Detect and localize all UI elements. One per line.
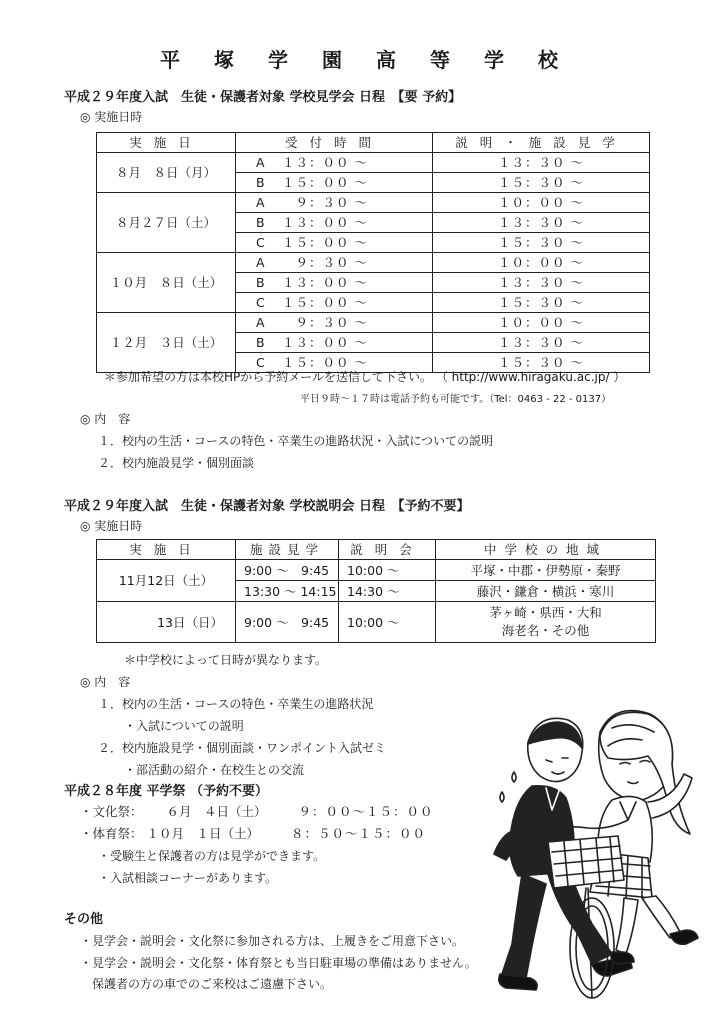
briefing-content-label: ◎ 内 容 — [80, 675, 131, 689]
festival-name: ・体育祭： — [80, 826, 143, 841]
date-cell: 11月12日（土） — [97, 560, 236, 602]
area-line: 茅ヶ崎・県西・大和 — [489, 605, 602, 620]
other-item: ・見学会・説明会・文化祭に参加される方は、上履きをご用意下さい。 — [80, 934, 465, 948]
other-item: ・見学会・説明会・文化祭・体育祭とも当日駐車場の準備はありません。 — [80, 956, 477, 970]
table-row — [97, 602, 656, 643]
slot-cell: C — [236, 353, 283, 373]
header-tour: 説明・施設見学 — [433, 133, 650, 153]
festival-item-sports — [80, 824, 426, 842]
tour-cell: １５：３０ ～ — [433, 353, 650, 373]
reception-cell: １５：００ ～ — [282, 233, 433, 253]
header-date: 実施日 — [97, 540, 236, 560]
visit-note-reservation: ＊参加希望の方は本校HPから予約メールを送信して下さい。 （ http://www.hiragaku.ac.jp/ ） — [104, 370, 626, 384]
festival-time: ９：００～１５：００ — [298, 804, 434, 819]
header-tour: 施設見学 — [236, 540, 339, 560]
briefing-heading: 平成２９年度入試 生徒・保護者対象 学校説明会 日程 【予約不要】 — [64, 499, 470, 514]
area-cell — [436, 602, 656, 643]
briefing-content-item: ・部活動の紹介・在校生との交流 — [124, 763, 305, 777]
slot-cell: A — [236, 193, 283, 213]
tour-cell: 13:30 ～ 14:15 — [236, 581, 339, 602]
header-reception: 受付時間 — [236, 133, 433, 153]
tour-cell: １５：３０ ～ — [433, 233, 650, 253]
header-area: 中学校の地域 — [436, 540, 656, 560]
tour-cell: １５：３０ ～ — [433, 293, 650, 313]
other-heading: その他 — [64, 912, 104, 927]
students-bicycle-illustration — [488, 702, 708, 1007]
reception-cell: １５：００ ～ — [282, 173, 433, 193]
briefing-cell: 14:30 ～ — [339, 581, 436, 602]
area-cell: 平塚・中郡・伊勢原・秦野 — [436, 560, 656, 581]
table-row — [97, 313, 650, 333]
slot-cell: A — [236, 153, 283, 173]
briefing-content-item: ２．校内施設見学・個別面談・ワンポイント入試ゼミ — [98, 741, 387, 755]
reception-cell: １３：００ ～ — [282, 153, 433, 173]
festival-date: １０月 １日（土） — [146, 826, 260, 841]
slot-cell: B — [236, 173, 283, 193]
reception-cell: ９：３０ ～ — [282, 193, 433, 213]
page-title: 平塚学園高等学校 — [160, 48, 592, 72]
area-cell: 藤沢・鎌倉・横浜・寒川 — [436, 581, 656, 602]
slot-cell: C — [236, 233, 283, 253]
date-cell: ８月 ８日（月） — [97, 153, 236, 193]
festival-time: ８：５０～１５：００ — [290, 826, 426, 841]
slot-cell: B — [236, 273, 283, 293]
table-row — [97, 560, 656, 581]
visit-content-item: １．校内の生活・コースの特色・卒業生の進路状況・入試についての説明 — [98, 434, 494, 448]
festival-heading: 平成２８年度 平学祭 （予約不要） — [64, 784, 269, 799]
header-date: 実施日 — [97, 133, 236, 153]
visit-dates-label: ◎ 実施日時 — [80, 110, 143, 124]
festival-date: ６月 ４日（土） — [166, 804, 267, 819]
festival-name: ・文化祭： — [80, 804, 143, 819]
table-row — [97, 253, 650, 273]
tour-cell: １０：００ ～ — [433, 253, 650, 273]
briefing-cell: 10:00 ～ — [339, 602, 436, 643]
tour-cell: １３：３０ ～ — [433, 333, 650, 353]
slot-cell: B — [236, 333, 283, 353]
tour-cell: １５：３０ ～ — [433, 173, 650, 193]
reception-cell: １５：００ ～ — [282, 353, 433, 373]
visit-schedule-table — [96, 132, 650, 373]
reception-cell: １３：００ ～ — [282, 213, 433, 233]
briefing-content-item: １．校内の生活・コースの特色・卒業生の進路状況 — [98, 697, 374, 711]
header-briefing: 説明会 — [339, 540, 436, 560]
area-line: 海老名・その他 — [501, 623, 590, 638]
briefing-dates-label: ◎ 実施日時 — [80, 519, 143, 533]
festival-note: ・受験生と保護者の方は見学ができます。 — [98, 849, 326, 863]
tour-cell: １０：００ ～ — [433, 193, 650, 213]
reception-cell: ９：３０ ～ — [282, 253, 433, 273]
reception-cell: １３：００ ～ — [282, 333, 433, 353]
festival-item-culture — [80, 802, 433, 820]
slot-cell: A — [236, 313, 283, 333]
reception-cell: １３：００ ～ — [282, 273, 433, 293]
festival-note: ・入試相談コーナーがあります。 — [98, 871, 278, 885]
visit-content-label: ◎ 内 容 — [80, 412, 131, 426]
tour-cell: 9:00 ～ 9:45 — [236, 602, 339, 643]
slot-cell: C — [236, 293, 283, 313]
slot-cell: A — [236, 253, 283, 273]
briefing-content-item: ・入試についての説明 — [124, 719, 244, 733]
date-cell: １０月 ８日（土） — [97, 253, 236, 313]
tour-cell: １３：３０ ～ — [433, 213, 650, 233]
reception-cell: １５：００ ～ — [282, 293, 433, 313]
date-cell: ８月２７日（土） — [97, 193, 236, 253]
visit-heading: 平成２９年度入試 生徒・保護者対象 学校見学会 日程 【要 予約】 — [64, 90, 462, 105]
briefing-cell: 10:00 ～ — [339, 560, 436, 581]
briefing-schedule-table — [96, 539, 656, 643]
visit-content-item: ２．校内施設見学・個別面談 — [98, 456, 255, 470]
date-cell: 13日（日） — [97, 602, 236, 643]
tour-cell: １３：３０ ～ — [433, 153, 650, 173]
other-item: 保護者の方の車でのご来校はご遠慮下さい。 — [92, 977, 333, 991]
table-row — [97, 193, 650, 213]
slot-cell: B — [236, 213, 283, 233]
briefing-note: ＊中学校によって日時が異なります。 — [124, 653, 328, 667]
table-row — [97, 153, 650, 173]
date-cell: １２月 ３日（土） — [97, 313, 236, 373]
tour-cell: １０：００ ～ — [433, 313, 650, 333]
tour-cell: １３：３０ ～ — [433, 273, 650, 293]
tour-cell: 9:00 ～ 9:45 — [236, 560, 339, 581]
visit-note-phone: 平日９時～１７時は電話予約も可能です。（Tel：0463 - 22 - 0137） — [300, 394, 612, 405]
reception-cell: ９：３０ ～ — [282, 313, 433, 333]
